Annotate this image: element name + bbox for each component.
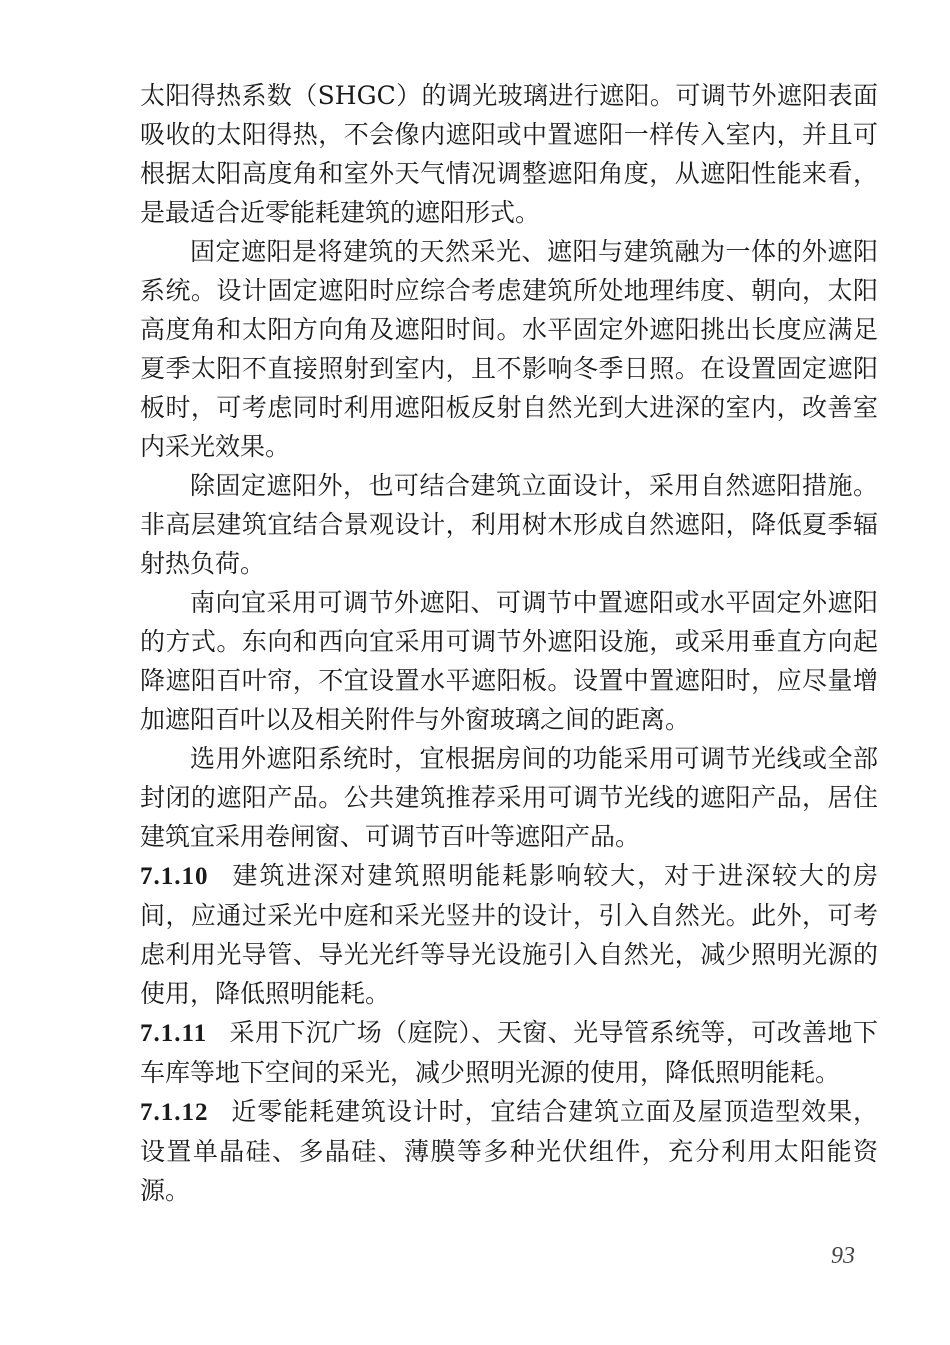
paragraph-2: 固定遮阳是将建筑的天然采光、遮阳与建筑融为一体的外遮阳系统。设计固定遮阳时应综合考虑建筑所处地理纬度、朝向，太阳高度角和太阳方向角及遮阳时间。水平固定外遮阳挑出长度应满足夏季太阳不直接照射到室内，且不影响冬季日照。在设置固定遮阳板时，可考虑同时利用遮阳板反射自然光到大进深的室内，改善室内采光效果。 <box>140 237 878 461</box>
paragraph-1: 太阳得热系数（SHGC）的调光玻璃进行遮阳。可调节外遮阳表面吸收的太阳得热，不会像内遮阳或中置遮阳一样传入室内，并且可根据太阳高度角和室外天气情况调整遮阳角度，从遮阳性能来看，是最适合近零能耗建筑的遮阳形式。 <box>140 81 878 227</box>
paragraph-5: 选用外遮阳系统时，宜根据房间的功能采用可调节光线或全部封闭的遮阳产品。公共建筑推荐采用可调节光线的遮阳产品，居住建筑宜采用卷闸窗、可调节百叶等遮阳产品。 <box>140 744 878 851</box>
clause-7-1-11 <box>140 1013 878 1092</box>
clause-text: 近零能耗建筑设计时，宜结合建筑立面及屋顶造型效果，设置单晶硅、多晶硅、薄膜等多种光伏组件，充分利用太阳能资源。 <box>140 1097 878 1205</box>
clause-text: 建筑进深对建筑照明能耗影响较大，对于进深较大的房间，应通过采光中庭和采光竖井的设计，引入自然光。此外，可考虑利用光导管、导光光纤等导光设施引入自然光，减少照明光源的使用，降低照明能耗。 <box>140 861 878 1008</box>
page-number: 93 <box>831 1243 855 1269</box>
clause-7-1-12 <box>140 1092 878 1210</box>
paragraph-3: 除固定遮阳外，也可结合建筑立面设计，采用自然遮阳措施。非高层建筑宜结合景观设计，利用树木形成自然遮阳，降低夏季辐射热负荷。 <box>140 471 878 578</box>
clause-text: 采用下沉广场（庭院）、天窗、光导管系统等，可改善地下车库等地下空间的采光，减少照明光源的使用，降低照明能耗。 <box>140 1018 878 1087</box>
paragraph-4: 南向宜采用可调节外遮阳、可调节中置遮阳或水平固定外遮阳的方式。东向和西向宜采用可调节外遮阳设施，或采用垂直方向起降遮阳百叶帘，不宜设置水平遮阳板。设置中置遮阳时，应尽量增加遮阳百叶以及相关附件与外窗玻璃之间的距离。 <box>140 588 878 734</box>
clause-number: 7.1.10 <box>140 863 209 890</box>
clause-number: 7.1.11 <box>140 1020 208 1047</box>
clause-7-1-10 <box>140 856 878 1013</box>
clause-number: 7.1.12 <box>140 1099 209 1126</box>
body-text <box>140 76 878 1210</box>
